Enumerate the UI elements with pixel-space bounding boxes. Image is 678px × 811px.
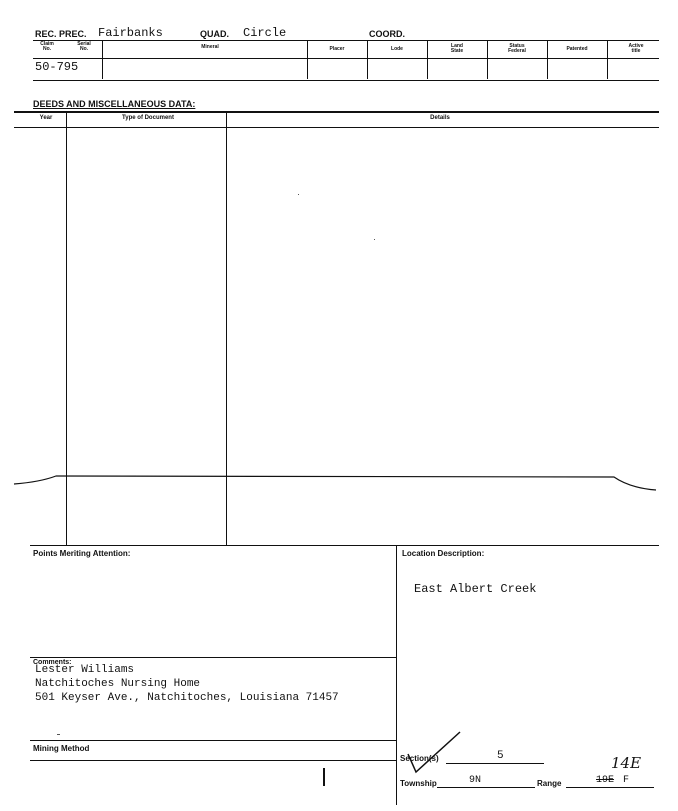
serial-no-header-line: No. [79,46,89,52]
range-underline [566,787,654,788]
coord-label: COORD. [369,29,405,39]
range-label: Range [537,779,562,788]
comment-line: Natchitoches Nursing Home [35,678,201,690]
mineral-header: Mineral [201,44,219,50]
comment-line: Lester Williams [35,664,135,676]
quad-label: QUAD. [200,29,229,39]
points-bottom-rule [30,657,396,658]
land-state-header-line: Land [451,43,463,49]
deeds-section-title: DEEDS AND MISCELLANEOUS DATA: [33,99,196,109]
location-description-label: Location Description: [402,549,485,558]
active-title-header-line: title [631,48,641,54]
serial-no-header-line: Serial [77,41,91,47]
meridian-value: F [623,775,630,786]
rec-prec-label: REC. PREC. [35,29,87,39]
status-federal-header-line: Federal [508,48,526,54]
comment-line: 501 Keyser Ave., Natchitoches, Louisiana 71457 [35,692,339,704]
status-federal-header-line: Status [509,43,525,49]
deeds-bottom-rule [30,545,659,546]
range-handwritten-value: 14E [611,754,642,772]
location-description-value: East Albert Creek [414,582,537,596]
township-underline [437,787,535,788]
claim-no-header-line: Claim [40,41,54,47]
comments-label: Comments: [33,659,72,666]
township-label: Township [400,779,437,788]
bottom-col-divider [396,546,397,805]
mining-method-label: Mining Method [33,744,90,753]
active-title-header-line: Active [628,43,644,49]
claim-no-value: 50-795 [35,60,79,74]
deeds-type-header: Type of Document [122,115,174,121]
mining-method-rule [30,760,396,761]
scan-mark [323,768,325,786]
lode-header: Lode [391,46,403,52]
land-state-header-line: State [450,48,464,54]
township-value: 9N [469,775,482,786]
sections-label: Section(s) [400,754,439,763]
deeds-details-header: Details [430,115,450,121]
sections-value: 5 [497,750,504,762]
patented-header: Patented [566,46,588,52]
claim-no-header-line: No. [42,46,52,52]
quad-value: Circle [243,26,287,40]
range-struck-value: 19E [596,775,615,786]
scan-speck [57,734,60,735]
rec-prec-value: Fairbanks [98,26,163,40]
comments-bottom-rule [30,740,396,741]
placer-header: Placer [329,46,345,52]
checkmark-icon [404,730,464,775]
deeds-year-header: Year [39,115,53,121]
points-meriting-attention-label: Points Meriting Attention: [33,549,131,558]
